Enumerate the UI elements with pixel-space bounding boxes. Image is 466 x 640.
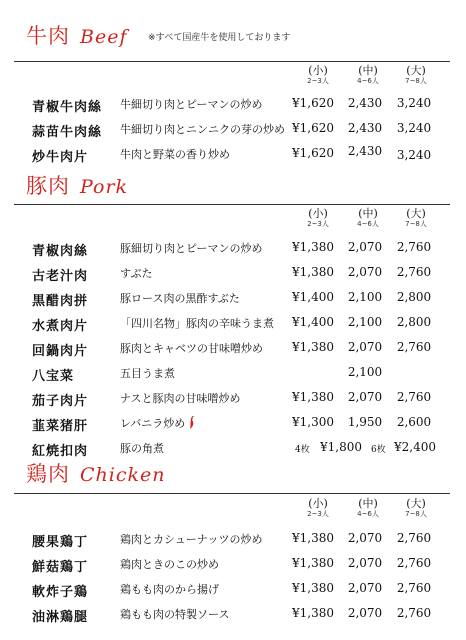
- pork-divider: [14, 204, 450, 205]
- dish-description: 鶏もも肉の特製ソース: [120, 608, 230, 621]
- price-medium: 2,430: [347, 121, 383, 135]
- menu-item-pork-4: [0, 315, 466, 337]
- dish-name: 水煮肉片: [32, 319, 89, 334]
- price-medium: 2,430: [347, 144, 383, 158]
- section-title-beef: [26, 20, 127, 50]
- chicken-title-en: Chicken: [80, 464, 166, 486]
- price-medium: 2,070: [347, 265, 383, 279]
- chicken-size-header: [0, 497, 466, 527]
- price-small: ¥1,300: [292, 415, 334, 429]
- dish-description: 豚肉とキャベツの甘味噌炒め: [120, 342, 263, 355]
- menu-item-pork-7: [0, 390, 466, 412]
- price-small: ¥1,620: [292, 96, 334, 110]
- price-medium: 2,100: [347, 365, 383, 379]
- price-large: 2,760: [396, 265, 432, 279]
- dish-name: 茄子肉片: [32, 394, 89, 409]
- price-small: ¥1,380: [292, 340, 334, 354]
- chili-pepper-icon: [187, 416, 196, 433]
- price-medium: 2,070: [347, 606, 383, 620]
- menu-item-chicken-1: [0, 531, 466, 553]
- price-large: 2,760: [396, 606, 432, 620]
- price-small: ¥1,400: [292, 290, 334, 304]
- size-medium: (中) 4~6人: [357, 207, 379, 228]
- dish-name: 腰果鶏丁: [32, 535, 89, 550]
- menu-item-pork-3: [0, 290, 466, 312]
- size-small: (小) 2~3人: [307, 64, 329, 85]
- menu-item-pork-6: [0, 365, 466, 387]
- dish-description: 豚細切り肉とピーマンの炒め: [120, 242, 263, 255]
- price-medium: 2,430: [347, 96, 383, 110]
- dish-description: すぶた: [120, 267, 153, 280]
- price-medium: 2,070: [347, 340, 383, 354]
- price-large: 2,760: [396, 340, 432, 354]
- price-large: 2,800: [396, 290, 432, 304]
- price-medium: 2,070: [347, 581, 383, 595]
- size-large: (大) 7~8人: [405, 497, 427, 518]
- chicken-title-ja: 鶏肉: [26, 462, 70, 486]
- price-large: 2,760: [396, 390, 432, 404]
- price-medium: 2,070: [347, 531, 383, 545]
- dish-description: 牛細切り肉とピーマンの炒め: [120, 98, 263, 111]
- dish-description: 豚ロース肉の黒酢すぶた: [120, 292, 240, 305]
- size-large: (大) 7~8人: [405, 207, 427, 228]
- price-large: 2,800: [396, 315, 432, 329]
- beef-divider: [14, 61, 450, 62]
- price-large: 2,760: [396, 531, 432, 545]
- price-medium: 2,070: [347, 390, 383, 404]
- price-medium: 2,100: [347, 315, 383, 329]
- piece-count-4: 4枚: [295, 445, 310, 455]
- price-small: ¥1,620: [292, 121, 334, 135]
- menu-item-pork-2: [0, 265, 466, 287]
- size-medium: (中) 4~6人: [357, 64, 379, 85]
- price-medium: 1,950: [347, 415, 383, 429]
- dish-name: 青椒牛肉絲: [32, 100, 103, 115]
- menu-item-chicken-3: [0, 581, 466, 603]
- price-small: ¥1,380: [292, 581, 334, 595]
- dish-description: レバニラ炒め: [120, 415, 196, 433]
- section-title-chicken: [26, 458, 166, 488]
- beef-note: ※すべて国産牛を使用しております: [148, 33, 291, 43]
- dish-name: 八宝菜: [32, 369, 75, 384]
- price-small: ¥1,380: [292, 556, 334, 570]
- price-large: 3,240: [396, 121, 432, 135]
- dish-name: 蒜苗牛肉絲: [32, 125, 103, 140]
- piece-count-6: 6枚: [371, 445, 386, 455]
- dish-name: 油淋鶏腿: [32, 610, 89, 625]
- pork-size-header: [0, 207, 466, 237]
- price-large: 3,240: [396, 96, 432, 110]
- price-small: ¥1,380: [292, 390, 334, 404]
- price-small: ¥1,380: [292, 265, 334, 279]
- price-4-pieces: ¥1,800: [320, 440, 362, 454]
- dish-name: 炒牛肉片: [32, 150, 89, 165]
- menu-item-beef-3: [0, 146, 466, 168]
- size-medium: (中) 4~6人: [357, 497, 379, 518]
- dish-name: 軟炸子鶏: [32, 585, 89, 600]
- dish-description: ナスと豚肉の甘味噌炒め: [120, 392, 241, 405]
- price-medium: 2,100: [347, 290, 383, 304]
- price-6-pieces: ¥2,400: [394, 440, 436, 454]
- pork-title-en: Pork: [80, 176, 129, 198]
- dish-name: 鮮菇鶏丁: [32, 560, 89, 575]
- menu-item-chicken-2: [0, 556, 466, 578]
- price-small: ¥1,380: [292, 531, 334, 545]
- dish-name: 回鍋肉片: [32, 344, 89, 359]
- price-small: ¥1,380: [292, 606, 334, 620]
- price-large: 2,760: [396, 240, 432, 254]
- dish-description: 牛細切り肉とニンニクの芽の炒め: [120, 123, 285, 136]
- dish-description: 牛肉と野菜の香り炒め: [120, 148, 230, 161]
- size-large: (大) 7~8人: [405, 64, 427, 85]
- menu-item-pork-1: [0, 240, 466, 262]
- dish-description: 五目うま煮: [120, 367, 175, 380]
- menu-item-pork-8: [0, 415, 466, 437]
- dish-description: 鶏肉ときのこの炒め: [120, 558, 219, 571]
- price-large: 2,600: [396, 415, 432, 429]
- price-small: ¥1,380: [292, 240, 334, 254]
- pork-title-ja: 豚肉: [26, 174, 70, 198]
- beef-title-en: Beef: [80, 26, 128, 48]
- dish-description: 鶏もも肉のから揚げ: [120, 583, 219, 596]
- size-small: (小) 2~3人: [307, 207, 329, 228]
- chicken-divider: [14, 493, 450, 494]
- price-medium: 2,070: [347, 556, 383, 570]
- menu-item-beef-2: [0, 121, 466, 143]
- dish-description: 鶏肉とカシューナッツの炒め: [120, 533, 263, 546]
- section-title-pork: [26, 170, 128, 200]
- menu-item-beef-1: [0, 96, 466, 118]
- size-small: (小) 2~3人: [307, 497, 329, 518]
- menu-item-chicken-4: [0, 606, 466, 628]
- dish-name: 黒醋肉拼: [32, 294, 89, 309]
- beef-size-header: [0, 64, 466, 94]
- price-medium: 2,070: [347, 240, 383, 254]
- dish-name: 韮菜猪肝: [32, 419, 89, 434]
- beef-title-ja: 牛肉: [26, 24, 70, 48]
- dish-name: 青椒肉絲: [32, 244, 89, 259]
- dish-description: 豚の角煮: [120, 442, 164, 455]
- price-large: 2,760: [396, 581, 432, 595]
- price-small: ¥1,400: [292, 315, 334, 329]
- menu-item-pork-5: [0, 340, 466, 362]
- price-small: ¥1,620: [292, 146, 334, 160]
- dish-name: 紅焼扣肉: [32, 444, 89, 459]
- price-large: 2,760: [396, 556, 432, 570]
- dish-description: 「四川名物」豚肉の辛味うま煮: [120, 317, 274, 330]
- dish-name: 古老汁肉: [32, 269, 89, 284]
- price-large: 3,240: [396, 148, 432, 162]
